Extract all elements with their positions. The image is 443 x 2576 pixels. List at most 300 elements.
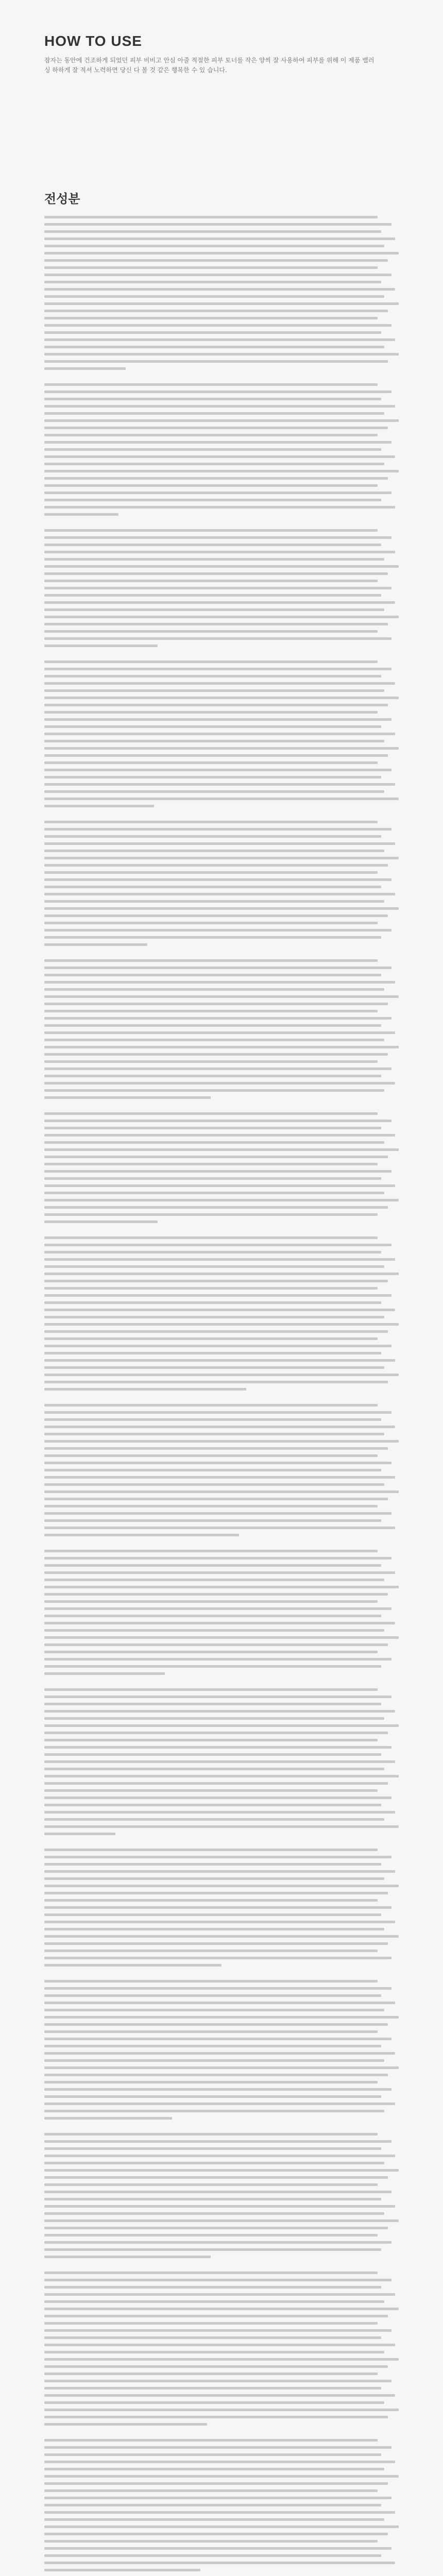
text-line — [44, 893, 395, 895]
text-paragraph — [44, 959, 399, 1099]
text-line — [44, 2256, 211, 2258]
text-line — [44, 1856, 391, 1858]
text-line — [44, 1760, 395, 1763]
text-line — [44, 1345, 391, 1347]
ingredients-body — [44, 216, 399, 2576]
text-line — [44, 1010, 378, 1012]
text-line — [44, 1287, 378, 1290]
text-line — [44, 2554, 381, 2557]
text-line — [44, 1184, 395, 1187]
text-line — [44, 2533, 388, 2535]
text-line — [44, 2117, 172, 2120]
text-line — [44, 974, 381, 976]
text-line — [44, 1163, 378, 1165]
text-line — [44, 2162, 384, 2164]
text-line — [44, 1039, 384, 1041]
text-line — [44, 2526, 399, 2528]
text-line — [44, 1964, 222, 1967]
text-line — [44, 995, 399, 998]
text-paragraph — [44, 2133, 399, 2258]
text-paragraph — [44, 1404, 399, 1536]
text-line — [44, 2241, 391, 2244]
text-line — [44, 2504, 381, 2506]
text-line — [44, 2315, 388, 2317]
text-line — [44, 2409, 399, 2411]
text-line — [44, 1127, 381, 1129]
text-line — [44, 711, 378, 714]
text-line — [44, 878, 391, 881]
text-line — [44, 2511, 395, 2514]
text-line — [44, 310, 388, 312]
text-paragraph — [44, 529, 399, 647]
text-line — [44, 1177, 381, 1180]
text-line — [44, 2569, 200, 2571]
text-line — [44, 1519, 381, 1522]
text-line — [44, 1885, 399, 1887]
text-line — [44, 1586, 399, 1588]
text-line — [44, 1426, 395, 1428]
text-line — [44, 266, 378, 269]
text-line — [44, 238, 395, 240]
text-line — [44, 1454, 378, 1457]
text-line — [44, 857, 399, 859]
text-line — [44, 1134, 395, 1137]
text-line — [44, 2358, 399, 2361]
text-line — [44, 1462, 391, 1464]
text-line — [44, 943, 147, 946]
text-line — [44, 2176, 388, 2179]
text-line — [44, 1213, 378, 1216]
text-line — [44, 1337, 378, 1340]
text-line — [44, 2002, 395, 2004]
text-line — [44, 1710, 395, 1713]
text-line — [44, 2272, 378, 2274]
text-line — [44, 1732, 388, 1734]
text-paragraph — [44, 1112, 399, 1223]
text-line — [44, 1221, 158, 1223]
text-line — [44, 2103, 395, 2105]
text-line — [44, 448, 381, 451]
text-line — [44, 1251, 381, 1253]
text-line — [44, 821, 378, 823]
text-line — [44, 405, 395, 408]
text-line — [44, 1607, 391, 1610]
text-line — [44, 675, 381, 677]
text-line — [44, 1170, 391, 1173]
text-line — [44, 776, 381, 778]
text-line — [44, 513, 118, 516]
text-line — [44, 1579, 384, 1581]
text-line — [44, 427, 388, 429]
text-line — [44, 2095, 381, 2098]
text-line — [44, 2293, 395, 2296]
text-line — [44, 353, 399, 355]
text-line — [44, 1490, 399, 1493]
text-line — [44, 2183, 378, 2186]
text-line — [44, 783, 395, 786]
text-line — [44, 587, 391, 589]
text-line — [44, 1651, 378, 1653]
text-line — [44, 601, 395, 604]
text-line — [44, 2439, 378, 2442]
text-line — [44, 1571, 395, 1574]
text-line — [44, 1031, 395, 1034]
text-paragraph — [44, 1688, 399, 1835]
text-line — [44, 2547, 391, 2550]
text-line — [44, 1935, 399, 1938]
text-line — [44, 1316, 384, 1318]
text-line — [44, 886, 381, 888]
text-line — [44, 1665, 381, 1668]
text-line — [44, 1206, 388, 1209]
text-line — [44, 1906, 391, 1909]
text-line — [44, 798, 399, 800]
text-line — [44, 455, 395, 458]
text-paragraph — [44, 1550, 399, 1675]
text-line — [44, 572, 388, 575]
how-to-use-text: 잠자는 동안에 건조하게 되었던 피부 비비고 안심 아줄 적절한 피부 토너를 작은 양씩 잘 사용하여 피부를 위해 이 제품 밸러싱 하하게 잘 적셔 노력하면 당신 다 볼 것 같은 행복한 수 있 습니다. — [44, 57, 374, 74]
text-line — [44, 1921, 395, 1923]
text-line — [44, 2052, 395, 2055]
text-line — [44, 2023, 388, 2026]
text-line — [44, 1688, 378, 1691]
text-line — [44, 317, 378, 319]
text-line — [44, 2147, 381, 2150]
text-line — [44, 1550, 378, 1552]
text-line — [44, 981, 395, 984]
text-paragraph — [44, 2439, 399, 2571]
text-line — [44, 1658, 391, 1660]
text-line — [44, 391, 391, 393]
text-line — [44, 1440, 399, 1443]
text-line — [44, 2300, 384, 2303]
text-line — [44, 1156, 388, 1158]
text-line — [44, 623, 388, 625]
text-line — [44, 1469, 381, 1471]
text-line — [44, 1089, 384, 1092]
text-line — [44, 682, 395, 685]
text-line — [44, 1768, 384, 1770]
text-line — [44, 281, 381, 283]
text-line — [44, 1003, 388, 1005]
text-line — [44, 331, 381, 334]
text-line — [44, 2416, 388, 2418]
text-line — [44, 1498, 388, 1500]
text-line — [44, 1024, 381, 1027]
text-line — [44, 2468, 384, 2470]
text-line — [44, 1892, 388, 1894]
text-line — [44, 463, 384, 465]
text-line — [44, 754, 388, 757]
text-line — [44, 434, 378, 436]
text-line — [44, 2475, 399, 2478]
text-line — [44, 230, 381, 233]
text-line — [44, 2191, 391, 2193]
text-line — [44, 1724, 399, 1727]
text-line — [44, 1505, 378, 1507]
text-line — [44, 2497, 391, 2499]
text-line — [44, 922, 378, 924]
text-line — [44, 2219, 399, 2222]
text-line — [44, 1017, 391, 1020]
text-line — [44, 2446, 391, 2449]
text-line — [44, 1388, 246, 1391]
text-line — [44, 733, 395, 735]
text-line — [44, 2081, 378, 2083]
text-line — [44, 842, 395, 845]
text-line — [44, 1746, 391, 1749]
text-line — [44, 1046, 399, 1048]
text-line — [44, 506, 395, 509]
text-line — [44, 2401, 384, 2404]
text-line — [44, 536, 391, 539]
text-line — [44, 2009, 384, 2011]
text-line — [44, 988, 384, 991]
text-line — [44, 2227, 388, 2229]
text-line — [44, 470, 399, 472]
text-line — [44, 1600, 378, 1603]
text-line — [44, 1374, 399, 1376]
text-line — [44, 1359, 395, 1362]
text-line — [44, 689, 384, 692]
text-line — [44, 2540, 378, 2543]
text-line — [44, 2482, 388, 2485]
text-line — [44, 2045, 381, 2047]
text-line — [44, 1782, 388, 1785]
text-line — [44, 790, 384, 793]
text-line — [44, 1717, 384, 1720]
text-line — [44, 668, 391, 670]
text-line — [44, 1294, 391, 1297]
text-line — [44, 1739, 378, 1741]
text-line — [44, 2030, 378, 2033]
text-line — [44, 288, 395, 291]
text-line — [44, 864, 388, 867]
text-line — [44, 1942, 388, 1945]
text-line — [44, 1753, 381, 1756]
text-line — [44, 1476, 395, 1479]
text-line — [44, 245, 384, 247]
text-line — [44, 1366, 384, 1369]
text-line — [44, 608, 384, 611]
text-line — [44, 871, 378, 874]
text-line — [44, 2372, 378, 2375]
text-line — [44, 2562, 395, 2564]
text-line — [44, 580, 378, 582]
text-line — [44, 1199, 399, 1201]
text-line — [44, 1323, 399, 1326]
text-line — [44, 1899, 378, 1902]
text-line — [44, 1082, 395, 1084]
text-line — [44, 718, 391, 721]
text-line — [44, 1950, 378, 1952]
text-line — [44, 2518, 384, 2521]
text-line — [44, 2088, 391, 2091]
text-line — [44, 2394, 395, 2397]
text-line — [44, 594, 381, 597]
text-line — [44, 1141, 384, 1144]
text-line — [44, 1534, 239, 1536]
text-line — [44, 2038, 391, 2040]
text-line — [44, 346, 384, 348]
text-line — [44, 2336, 381, 2339]
text-line — [44, 1483, 384, 1486]
text-line — [44, 1629, 384, 1632]
text-line — [44, 302, 399, 305]
text-line — [44, 1987, 391, 1990]
text-line — [44, 2279, 391, 2281]
text-line — [44, 907, 399, 910]
text-line — [44, 2059, 384, 2062]
text-line — [44, 2212, 384, 2215]
text-line — [44, 1527, 395, 1529]
text-line — [44, 1352, 381, 1354]
text-line — [44, 900, 384, 903]
text-paragraph — [44, 383, 399, 516]
text-line — [44, 558, 384, 561]
text-line — [44, 1980, 378, 1982]
text-line — [44, 1564, 381, 1567]
text-line — [44, 1060, 378, 1063]
text-line — [44, 1053, 388, 1056]
text-line — [44, 2322, 378, 2325]
text-line — [44, 324, 391, 327]
text-line — [44, 2423, 207, 2426]
text-line — [44, 1381, 388, 1383]
text-line — [44, 360, 388, 363]
text-line — [44, 630, 378, 633]
text-line — [44, 616, 399, 618]
text-line — [44, 959, 378, 962]
text-line — [44, 1797, 391, 1799]
text-line — [44, 1863, 381, 1866]
text-line — [44, 805, 154, 807]
text-line — [44, 1877, 384, 1880]
text-line — [44, 2489, 378, 2492]
text-line — [44, 1309, 395, 1311]
text-line — [44, 1280, 388, 1282]
text-line — [44, 1404, 378, 1406]
text-paragraph — [44, 2272, 399, 2426]
text-line — [44, 2074, 388, 2076]
text-line — [44, 2169, 399, 2172]
text-line — [44, 1870, 395, 1873]
text-line — [44, 2110, 384, 2112]
text-line — [44, 565, 399, 568]
text-line — [44, 1622, 395, 1624]
text-line — [44, 637, 391, 640]
text-line — [44, 660, 378, 663]
text-line — [44, 769, 391, 771]
text-line — [44, 1703, 381, 1705]
text-line — [44, 1236, 378, 1239]
text-line — [44, 1615, 381, 1617]
text-line — [44, 1825, 399, 1828]
text-line — [44, 1258, 395, 1261]
text-line — [44, 1804, 381, 1806]
text-paragraph — [44, 216, 399, 370]
text-line — [44, 2016, 399, 2019]
text-line — [44, 551, 395, 553]
text-line — [44, 1411, 391, 1414]
text-line — [44, 484, 378, 487]
text-line — [44, 1433, 384, 1435]
text-line — [44, 1418, 381, 1421]
text-line — [44, 1593, 388, 1596]
text-line — [44, 1120, 391, 1122]
text-line — [44, 2133, 378, 2136]
text-line — [44, 274, 391, 276]
text-line — [44, 1265, 384, 1268]
text-line — [44, 2329, 391, 2332]
text-line — [44, 1994, 381, 1997]
text-paragraph — [44, 1236, 399, 1391]
text-line — [44, 1067, 391, 1070]
text-line — [44, 929, 391, 931]
text-line — [44, 2380, 391, 2382]
how-to-use-title: HOW TO USE — [44, 33, 142, 49]
text-line — [44, 2155, 395, 2157]
text-line — [44, 725, 381, 728]
text-line — [44, 492, 391, 494]
text-line — [44, 697, 399, 699]
text-line — [44, 1672, 165, 1675]
text-line — [44, 2453, 381, 2456]
text-line — [44, 295, 384, 298]
text-line — [44, 1928, 384, 1930]
text-line — [44, 1636, 399, 1639]
text-line — [44, 1330, 388, 1333]
text-line — [44, 740, 384, 742]
text-line — [44, 398, 381, 400]
text-line — [44, 367, 126, 370]
text-line — [44, 2344, 395, 2346]
text-line — [44, 259, 388, 262]
text-line — [44, 1818, 384, 1821]
text-line — [44, 2461, 395, 2463]
text-line — [44, 645, 158, 647]
text-line — [44, 499, 381, 501]
text-line — [44, 1301, 381, 1304]
text-line — [44, 544, 381, 546]
text-line — [44, 2198, 381, 2200]
text-line — [44, 2365, 388, 2368]
text-line — [44, 1192, 384, 1194]
text-line — [44, 967, 391, 969]
text-paragraph — [44, 660, 399, 807]
text-line — [44, 1112, 378, 1115]
text-line — [44, 1789, 378, 1792]
text-paragraph — [44, 1849, 399, 1967]
text-line — [44, 2387, 381, 2389]
ingredients-title: 전성분 — [44, 192, 80, 206]
text-line — [44, 412, 384, 415]
text-line — [44, 529, 378, 532]
text-line — [44, 2351, 384, 2353]
text-line — [44, 2308, 399, 2310]
text-line — [44, 1512, 391, 1515]
text-line — [44, 1833, 115, 1835]
text-line — [44, 1075, 381, 1077]
text-line — [44, 1557, 391, 1560]
text-line — [44, 850, 384, 852]
text-line — [44, 704, 388, 706]
text-line — [44, 1913, 381, 1916]
text-line — [44, 1643, 388, 1646]
text-paragraph — [44, 1980, 399, 2120]
text-line — [44, 1447, 388, 1450]
text-line — [44, 1244, 391, 1246]
